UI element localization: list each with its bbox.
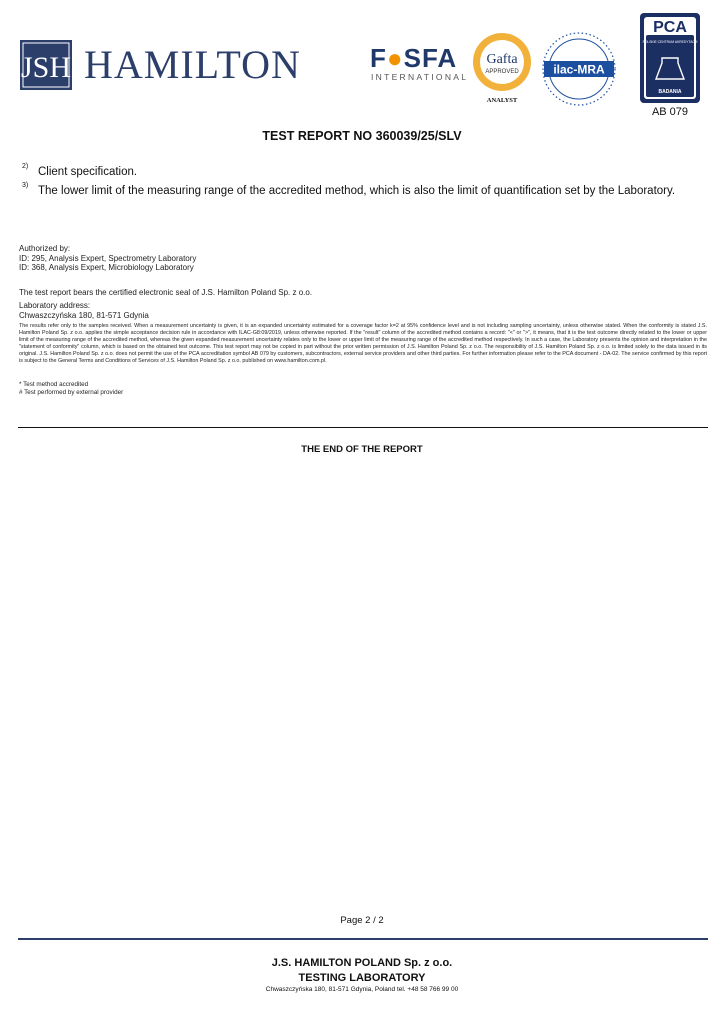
pca-wordmark: PCA	[653, 19, 687, 36]
seal-statement: The test report bears the certified electronic seal of J.S. Hamilton Poland Sp. z o.o.	[19, 288, 313, 297]
pca-badania: BADANIA	[658, 89, 682, 95]
fosfa-wordmark	[370, 44, 457, 72]
authorized-by-label: Authorized by:	[19, 244, 71, 253]
gafta-analyst: ANALYST	[486, 97, 518, 104]
hamilton-wordmark: HAMILTON	[84, 42, 301, 87]
page-number	[0, 915, 724, 926]
accreditation-code: AB 079	[651, 106, 689, 118]
lab-address-value: Chwaszczyńska 180, 81-571 Gdynia	[19, 310, 149, 320]
pca-logo	[640, 13, 700, 103]
ilac-mra-logo	[540, 30, 618, 108]
footnote: * Test method accredited	[19, 381, 89, 388]
gafta-approved: APPROVED	[485, 69, 519, 75]
fosfa-word-end: SFA	[403, 43, 458, 73]
note-text: The lower limit of the measuring range of the accredited method, which is also the limit of quantification set by the Laboratory.	[38, 185, 676, 197]
authorization-block	[19, 244, 196, 273]
page-value: 2 / 2	[365, 915, 384, 926]
fosfa-logo	[370, 44, 470, 84]
note-mark: 3)	[22, 182, 29, 189]
jsh-monogram-icon	[20, 40, 72, 90]
note-text: Client specification.	[38, 166, 138, 178]
jsh-monogram-text: JSH	[20, 51, 72, 84]
footer-lab: TESTING LABORATORY	[298, 972, 426, 984]
lab-address-block	[19, 301, 149, 320]
signer: ID: 368, Analysis Expert, Microbiology Laboratory	[19, 263, 194, 272]
footer-company: J.S. HAMILTON POLAND Sp. z o.o.	[271, 957, 453, 969]
report-title: TEST REPORT NO 360039/25/SLV	[262, 129, 462, 143]
fosfa-globe-icon: ●	[386, 43, 404, 73]
footnotes	[19, 381, 123, 397]
gafta-logo	[471, 30, 533, 106]
section-divider	[18, 427, 708, 428]
fosfa-subtitle: INTERNATIONAL	[371, 72, 469, 82]
lab-address-label: Laboratory address:	[19, 301, 91, 310]
legal-disclaimer: The results refer only to the samples received. When a measurement uncertainty is given, it is an expanded uncertainty estimated for a coverage factor k=2 at 95% confidence level and is not including sampling uncertainty, unless otherwise stated. When the conformity is stated J.S. Hamilton Poland Sp. z o.o. applies the simple acceptance decision rule in accordance with ILAC-G8:09/2019, unless otherwise reported. If the "result" column of the accredited method contains a record: "<" or ">", it means, that it is the test outcome directly related to the lower or upper limit of the measuring range of the accredited method, whereas the given expanded measurement uncertainty relates only to the lower or upper limit of the measuring range of the accredited method respectively. In such a case, the Laboratory presents the opinion and interpretation in the "statement of conformity" column, which is based on the obtained test outcome. This test report may not be copied in part without the prior written permission of J.S. Hamilton Poland Sp. z o.o. The responsibility of J.S. Hamilton Poland Sp. z o.o. is limited solely to the data issued in its original. J.S. Hamilton Poland Sp. z o.o. does not permit the use of the PCA accreditation symbol AB 079 by customers, subcontractors, external service providers and other third parties. For further information please refer to the PCA document - DA-02. The service confirmed by this report is subject to the General Terms and Conditions of Services of J.S. Hamilton Poland Sp. z o.o. published on www.hamilton.com.pl.	[19, 323, 707, 365]
note-mark: 2)	[22, 163, 29, 170]
gafta-wordmark: Gafta	[486, 52, 518, 67]
footer-address: Chwaszczyńska 180, 81-571 Gdynia, Poland tel. +48 58 766 99 00	[265, 986, 459, 993]
pca-subtitle: POLSKIE CENTRUM AKREDYTACJI	[642, 40, 698, 44]
ilac-wordmark: ilac-MRA	[553, 62, 605, 77]
hamilton-logo	[20, 38, 301, 90]
end-of-report: THE END OF THE REPORT	[301, 444, 423, 455]
page-label: Page	[340, 915, 363, 926]
footer-divider	[18, 938, 708, 940]
footnote: # Test performed by external provider	[19, 389, 124, 396]
fosfa-word-start: F	[370, 43, 387, 73]
signer: ID: 295, Analysis Expert, Spectrometry Laboratory	[19, 253, 197, 263]
